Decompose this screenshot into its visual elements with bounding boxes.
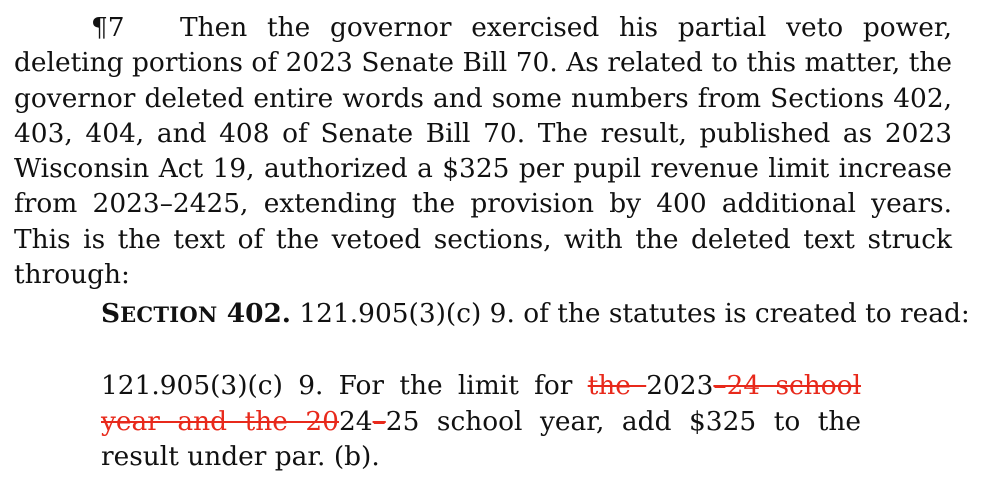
paragraph-7 (14, 10, 952, 292)
section-heading-initial: S (101, 298, 121, 329)
deleted-text: the (587, 370, 647, 401)
deleted-text: –24 school year and the 20 (101, 370, 862, 437)
section-heading-label: ECTION (120, 302, 218, 327)
statute-segment: 24 (338, 405, 373, 437)
deleted-text: – (372, 405, 386, 437)
statute-segment: 121.905(3)(c) 9. For the limit for (101, 370, 588, 401)
statute-segment: 25 school year, add $325 to the result under par. (b). (101, 405, 862, 472)
paragraph-text: Then the governor exercised his partial veto power, deleting portions of 2023 Senate Bill 70. As related to this matter, the governor deleted entire words and some numbers from Sections 402, 403, 404, and 408 of Senate Bill 70. The result, published as 2023 Wisconsin Act 19, authorized a $325 per pupil revenue limit increase from 2023–2425, extending the provision by 400 additional years. This is the text of the vetoed sections, with the deleted text struck through: (14, 12, 952, 291)
statute-text (101, 368, 861, 475)
statute-segment: 2023 (646, 370, 714, 401)
section-heading-text: 121.905(3)(c) 9. of the statutes is created to read: (291, 298, 970, 329)
section-heading-number: 402. (217, 298, 291, 329)
section-heading (101, 296, 970, 332)
paragraph-marker: ¶7 (91, 12, 125, 43)
